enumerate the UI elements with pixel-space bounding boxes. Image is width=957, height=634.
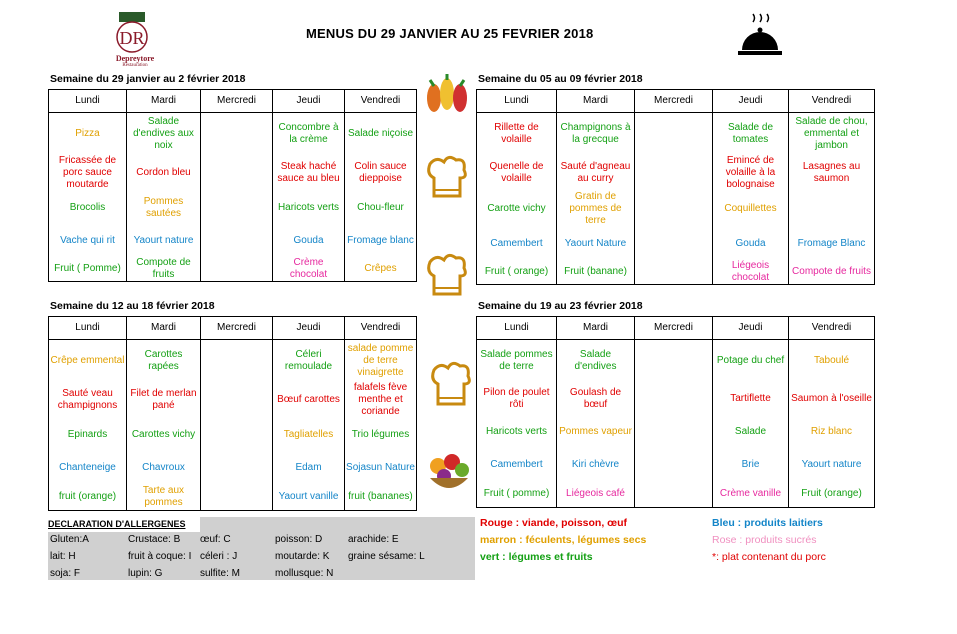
- menu-table: [48, 316, 417, 511]
- menu-cell: Compote de fruits: [127, 257, 201, 282]
- table-row: [49, 191, 417, 224]
- table-row: [477, 382, 875, 415]
- logo: [105, 10, 165, 68]
- table-row: [49, 484, 417, 511]
- week-label: Semaine du 19 au 23 février 2018: [478, 300, 643, 312]
- menu-cell: fruit (bananes): [345, 484, 417, 511]
- chef-hat-icon: [424, 152, 470, 207]
- menu-cell: Salade d'endives: [557, 340, 635, 383]
- menu-cell: [635, 260, 713, 285]
- menu-cell: Fruit ( Pomme): [49, 257, 127, 282]
- menu-cell: Colin sauce dieppoise: [345, 155, 417, 191]
- menu-cell: Fruit ( orange): [477, 260, 557, 285]
- table-row: [49, 451, 417, 484]
- menu-cell: [201, 155, 273, 191]
- menu-cell: Fromage blanc: [345, 224, 417, 257]
- menu-cell: [635, 227, 713, 260]
- allergen-item: Crustace: B: [128, 534, 181, 545]
- allergen-heading: DECLARATION D'ALLERGENES: [48, 517, 200, 532]
- menu-cell: Gouda: [273, 224, 345, 257]
- table-row: [49, 418, 417, 451]
- menu-cell: Taboulé: [789, 340, 875, 383]
- menu-cell: Fruit (orange): [789, 481, 875, 508]
- menu-cell: Tartiflette: [713, 382, 789, 415]
- menu-cell: Trio légumes: [345, 418, 417, 451]
- menu-cell: [201, 224, 273, 257]
- day-header: Vendredi: [345, 90, 417, 113]
- table-row: [49, 113, 417, 156]
- allergen-item: lait: H: [50, 551, 76, 562]
- menu-cell: [201, 257, 273, 282]
- allergen-item: poisson: D: [275, 534, 323, 545]
- menu-cell: Cordon bleu: [127, 155, 201, 191]
- menu-cell: Liégeois café: [557, 481, 635, 508]
- chef-hat-icon: [424, 250, 470, 305]
- menu-cell: Carotte vichy: [477, 191, 557, 227]
- table-row: [477, 340, 875, 383]
- menu-cell: [635, 113, 713, 156]
- menu-cell: [201, 340, 273, 383]
- menu-cell: Yaourt nature: [789, 448, 875, 481]
- menu-cell: Epinards: [49, 418, 127, 451]
- table-row: [49, 257, 417, 282]
- menu-cell: [635, 448, 713, 481]
- menu-cell: falafels fève menthe et coriande: [345, 382, 417, 418]
- menu-cell: Vache qui rit: [49, 224, 127, 257]
- menu-cell: Salade: [713, 415, 789, 448]
- menu-cell: [635, 382, 713, 415]
- menu-cell: Lasagnes au saumon: [789, 155, 875, 191]
- menu-cell: Salade de chou, emmental et jambon: [789, 113, 875, 156]
- allergen-item: moutarde: K: [275, 551, 330, 562]
- day-header: Jeudi: [713, 90, 789, 113]
- allergen-item: graine sésame: L: [348, 551, 425, 562]
- day-header: Lundi: [49, 317, 127, 340]
- menu-cell: Coquillettes: [713, 191, 789, 227]
- menu-cell: Camembert: [477, 227, 557, 260]
- day-header: Mardi: [557, 90, 635, 113]
- menu-cell: [201, 484, 273, 511]
- allergen-item: œuf: C: [200, 534, 231, 545]
- day-header: Lundi: [49, 90, 127, 113]
- menu-cell: Chavroux: [127, 451, 201, 484]
- menu-cell: Chanteneige: [49, 451, 127, 484]
- day-header: Mardi: [127, 90, 201, 113]
- menu-cell: Crème chocolat: [273, 257, 345, 282]
- menu-table: [48, 89, 417, 282]
- menu-table: [476, 89, 875, 285]
- menu-cell: [201, 191, 273, 224]
- allergen-item: fruit à coque: I: [128, 551, 192, 562]
- menu-cell: [635, 481, 713, 508]
- legend-brown: marron : féculents, légumes secs: [480, 534, 647, 546]
- table-row: [477, 191, 875, 227]
- allergen-item: sulfite: M: [200, 568, 241, 579]
- table-row: [477, 227, 875, 260]
- menu-cell: Crème vanille: [713, 481, 789, 508]
- menu-cell: Brie: [713, 448, 789, 481]
- menu-cell: Gratin de pommes de terre: [557, 191, 635, 227]
- menu-cell: Haricots verts: [477, 415, 557, 448]
- day-header: Mercredi: [201, 90, 273, 113]
- day-header: Vendredi: [345, 317, 417, 340]
- menu-cell: Fruit (banane): [557, 260, 635, 285]
- menu-cell: [635, 155, 713, 191]
- menu-cell: Brocolis: [49, 191, 127, 224]
- day-header: Vendredi: [789, 90, 875, 113]
- menu-cell: Potage du chef: [713, 340, 789, 383]
- menu-cell: Riz blanc: [789, 415, 875, 448]
- menu-cell: Salade niçoise: [345, 113, 417, 156]
- menu-cell: Sauté veau champignons: [49, 382, 127, 418]
- menu-cell: Emincé de volaille à la bolognaise: [713, 155, 789, 191]
- menu-cell: [635, 415, 713, 448]
- vegetables-icon: [420, 70, 472, 121]
- menu-cell: Rillette de volaille: [477, 113, 557, 156]
- menu-cell: Crêpes: [345, 257, 417, 282]
- logo-brand: Depreytore: [115, 54, 155, 63]
- day-header: Jeudi: [273, 90, 345, 113]
- chef-hat-icon: [428, 358, 474, 415]
- menu-cell: Pommes sautées: [127, 191, 201, 224]
- table-row: [49, 382, 417, 418]
- menu-cell: [201, 382, 273, 418]
- day-header: Lundi: [477, 317, 557, 340]
- week-label: Semaine du 29 janvier au 2 février 2018: [50, 73, 246, 85]
- legend-blue: Bleu : produits laitiers: [712, 517, 823, 529]
- day-header: Mercredi: [635, 90, 713, 113]
- legend-pork: *: plat contenant du porc: [712, 551, 826, 563]
- menu-cell: Filet de merlan pané: [127, 382, 201, 418]
- table-row: [477, 260, 875, 285]
- menu-cell: Goulash de bœuf: [557, 382, 635, 415]
- day-header: Jeudi: [713, 317, 789, 340]
- day-header: Jeudi: [273, 317, 345, 340]
- menu-cell: Compote de fruits: [789, 260, 875, 285]
- menu-cell: Fricassée de porc sauce moutarde: [49, 155, 127, 191]
- menu-cell: Sojasun Nature: [345, 451, 417, 484]
- menu-cell: Bœuf carottes: [273, 382, 345, 418]
- svg-text:DR: DR: [119, 28, 145, 48]
- menu-cell: Steak haché sauce au bleu: [273, 155, 345, 191]
- page-title: MENUS DU 29 JANVIER AU 25 FEVRIER 2018: [306, 26, 594, 41]
- menu-cell: [201, 113, 273, 156]
- menu-cell: Tarte aux pommes: [127, 484, 201, 511]
- day-header: Lundi: [477, 90, 557, 113]
- allergen-item: arachide: E: [348, 534, 399, 545]
- menu-cell: [789, 191, 875, 227]
- menu-cell: Crêpe emmental: [49, 340, 127, 383]
- menu-cell: Quenelle de volaille: [477, 155, 557, 191]
- menu-cell: Carottes vichy: [127, 418, 201, 451]
- menu-cell: Salade pommes de terre: [477, 340, 557, 383]
- menu-cell: Pizza: [49, 113, 127, 156]
- menu-cell: Camembert: [477, 448, 557, 481]
- menu-cell: Salade d'endives aux noix: [127, 113, 201, 156]
- fruit-basket-icon: [424, 448, 474, 501]
- day-header: Mardi: [127, 317, 201, 340]
- table-row: [477, 481, 875, 508]
- menu-cell: Carottes rapées: [127, 340, 201, 383]
- allergen-item: lupin: G: [128, 568, 163, 579]
- table-row: [477, 113, 875, 156]
- menu-cell: Salade de tomates: [713, 113, 789, 156]
- day-header: Vendredi: [789, 317, 875, 340]
- table-row: [477, 448, 875, 481]
- menu-cell: [201, 418, 273, 451]
- week-label: Semaine du 12 au 18 février 2018: [50, 300, 215, 312]
- menu-table: [476, 316, 875, 508]
- menu-cell: Champignons à la grecque: [557, 113, 635, 156]
- menu-cell: fruit (orange): [49, 484, 127, 511]
- menu-cell: [635, 191, 713, 227]
- legend-pink: Rose : produits sucrés: [712, 534, 817, 546]
- menu-cell: Fruit ( pomme): [477, 481, 557, 508]
- table-row: [49, 224, 417, 257]
- day-header: Mercredi: [201, 317, 273, 340]
- day-header: Mardi: [557, 317, 635, 340]
- menu-cell: Yaourt nature: [127, 224, 201, 257]
- legend-green: vert : légumes et fruits: [480, 551, 593, 563]
- cloche-icon: [735, 10, 785, 65]
- menu-cell: Sauté d'agneau au curry: [557, 155, 635, 191]
- allergen-item: soja: F: [50, 568, 81, 579]
- menu-cell: Pilon de poulet rôti: [477, 382, 557, 415]
- menu-cell: [201, 451, 273, 484]
- menu-cell: Kiri chèvre: [557, 448, 635, 481]
- menu-cell: Saumon à l'oseille: [789, 382, 875, 415]
- allergen-item: mollusque: N: [275, 568, 334, 579]
- table-row: [477, 415, 875, 448]
- menu-cell: Edam: [273, 451, 345, 484]
- menu-cell: Céleri remoulade: [273, 340, 345, 383]
- table-row: [49, 155, 417, 191]
- menu-cell: Concombre à la crème: [273, 113, 345, 156]
- menu-cell: Yaourt Nature: [557, 227, 635, 260]
- menu-cell: Pommes vapeur: [557, 415, 635, 448]
- menu-cell: Tagliatelles: [273, 418, 345, 451]
- menu-cell: Gouda: [713, 227, 789, 260]
- legend-red: Rouge : viande, poisson, œuf: [480, 517, 627, 529]
- menu-cell: Yaourt vanille: [273, 484, 345, 511]
- logo-sub: Restauration: [122, 63, 148, 68]
- menu-cell: Fromage Blanc: [789, 227, 875, 260]
- allergen-item: Gluten:A: [50, 534, 89, 545]
- menu-cell: [635, 340, 713, 383]
- table-row: [477, 155, 875, 191]
- week-label: Semaine du 05 au 09 février 2018: [478, 73, 643, 85]
- menu-cell: Haricots verts: [273, 191, 345, 224]
- day-header: Mercredi: [635, 317, 713, 340]
- menu-cell: Liégeois chocolat: [713, 260, 789, 285]
- menu-cell: Chou-fleur: [345, 191, 417, 224]
- allergen-item: céleri : J: [200, 551, 238, 562]
- menu-cell: salade pomme de terre vinaigrette: [345, 340, 417, 383]
- table-row: [49, 340, 417, 383]
